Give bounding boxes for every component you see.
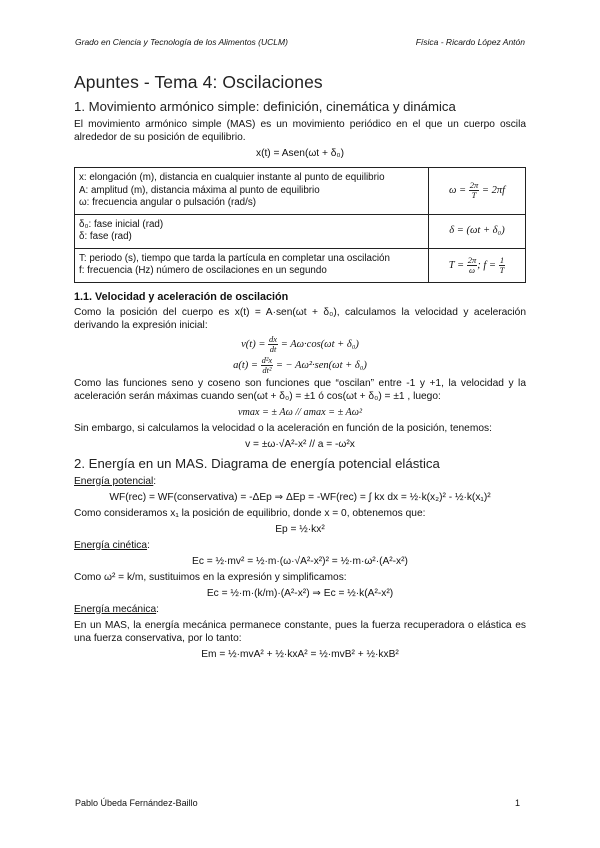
potential-energy-label: Energía potencial: bbox=[74, 475, 157, 487]
mechanical-energy-label: Energía mecánica: bbox=[74, 603, 159, 615]
acceleration-equation bbox=[74, 356, 526, 375]
kinetic-energy-label: Energía cinética: bbox=[74, 539, 150, 551]
table-cell-definitions bbox=[75, 214, 429, 248]
kinetic-energy-paragraph: Como ω² = k/m, sustituimos en la expresión y simplificamos: bbox=[74, 571, 347, 583]
table-row bbox=[75, 214, 526, 248]
table-cell-formula bbox=[429, 168, 526, 215]
fraction-denominator: T bbox=[471, 190, 477, 201]
table-row bbox=[75, 168, 526, 215]
formula-part: v(t) = bbox=[241, 338, 266, 350]
mechanical-energy-paragraph: En un MAS, la energía mecánica permanece constante, pues la fuerza recuperadora o elástica es una fuerza conservativa, por lo tanto: bbox=[74, 619, 526, 644]
formula-part: ; f = bbox=[477, 259, 496, 271]
position-function-formula: v = ±ω·√A²-x² // a = -ω²x bbox=[245, 438, 355, 450]
fraction-denominator: dt bbox=[269, 343, 277, 354]
table-cell-definitions bbox=[75, 248, 429, 282]
subsection-heading: 1.1. Velocidad y aceleración de oscilación bbox=[74, 290, 289, 303]
position-formula: x(t) = Asen(ωt + δ₀) bbox=[255, 148, 345, 159]
formula-part: T = bbox=[448, 259, 465, 271]
fraction-numerator: d²x bbox=[261, 354, 273, 365]
fraction bbox=[268, 335, 278, 354]
kinetic-energy-result: Ec = ½·m·(k/m)·(A²-x²) ⇒ Ec = ½·k(A²-x²) bbox=[206, 587, 394, 599]
max-values-formula: vmax = ± Aω // amax = ± Aω² bbox=[237, 406, 363, 418]
footer-author: Pablo Úbeda Fernández-Baillo bbox=[75, 798, 198, 808]
formula-part: ω = bbox=[448, 185, 467, 197]
mechanical-energy-title: Energía mecánica bbox=[74, 603, 157, 615]
header-author: Física - Ricardo López Antón bbox=[415, 37, 525, 47]
table-row bbox=[75, 248, 526, 282]
fraction-numerator: dx bbox=[269, 333, 278, 344]
definition-line: A: amplitud (m), distancia máxima al punto de equilibrio bbox=[79, 184, 320, 196]
definition-line: T: periodo (s), tiempo que tarda la partícula en completar una oscilación bbox=[79, 252, 390, 264]
formula-part: a(t) = bbox=[233, 359, 258, 371]
fraction-numerator: 1 bbox=[499, 254, 505, 265]
kinetic-energy-title: Energía cinética bbox=[74, 539, 148, 551]
table-cell-definitions bbox=[75, 168, 429, 215]
potential-energy-result: Ep = ½·kx² bbox=[275, 523, 325, 535]
velocity-equation bbox=[74, 335, 526, 354]
definition-line: ω: frecuencia angular o pulsación (rad/s) bbox=[79, 197, 257, 208]
definitions-table bbox=[74, 167, 526, 283]
max-values-paragraph: Como las funciones seno y coseno son funciones que “oscilan” entre -1 y +1, la velocidad y la aceleración serán máximas cuando sen(ωt + δ₀) = ±1 ó cos(ωt + δ₀) = ±1 , luego: bbox=[74, 377, 526, 402]
potential-energy-formula: WF(rec) = WF(conservativa) = -ΔEp ⇒ ΔEp = -WF(rec) = ∫ kx dx = ½·k(x₂)² - ½·k(x₁)² bbox=[109, 491, 491, 503]
definition-line: δ: fase (rad) bbox=[79, 231, 132, 242]
fraction bbox=[499, 256, 506, 275]
definition-line: δ₀: fase inicial (rad) bbox=[79, 218, 164, 230]
formula-part: = Aω·cos(ωt + δ₀) bbox=[280, 338, 359, 350]
fraction bbox=[469, 181, 480, 200]
velocity-intro: Como la posición del cuerpo es x(t) = A·sen(ωt + δ₀), calculamos la velocidad y aceleración derivando la expresión inicial: bbox=[74, 306, 526, 331]
document-body bbox=[74, 72, 526, 664]
section1-heading: 1. Movimiento armónico simple: definición, cinemática y dinámica bbox=[74, 99, 456, 114]
fraction-denominator: ω bbox=[468, 264, 475, 275]
formula-part: = 2πf bbox=[481, 185, 506, 197]
page-number: 1 bbox=[514, 798, 520, 808]
table-cell-formula bbox=[429, 248, 526, 282]
table-cell-formula bbox=[429, 214, 526, 248]
fraction bbox=[261, 356, 274, 375]
fraction-numerator: 2π bbox=[469, 180, 479, 191]
potential-energy-title: Energía potencial bbox=[74, 475, 154, 487]
fraction-denominator: dt² bbox=[262, 364, 272, 375]
formula-part: δ = (ωt + δ₀) bbox=[449, 224, 505, 236]
position-function-paragraph: Sin embargo, si calculamos la velocidad o la aceleración en función de la posición, tenemos: bbox=[74, 422, 492, 434]
kinetic-energy-formula: Ec = ½·mv² = ½·m·(ω·√A²-x²)² = ½·m·ω²·(A²-x²) bbox=[192, 555, 408, 567]
formula-part: = − Aω²·sen(ωt + δ₀) bbox=[275, 359, 367, 371]
section2-heading: 2. Energía en un MAS. Diagrama de energía potencial elástica bbox=[74, 455, 440, 471]
fraction bbox=[467, 256, 478, 275]
header-course: Grado en Ciencia y Tecnología de los Alimentos (UCLM) bbox=[75, 37, 288, 47]
page-title: Apuntes - Tema 4: Oscilaciones bbox=[74, 72, 323, 92]
fraction-denominator: T bbox=[499, 264, 505, 275]
definition-line: x: elongación (m), distancia en cualquier instante al punto de equilibrio bbox=[79, 172, 385, 183]
fraction-numerator: 2π bbox=[467, 254, 477, 265]
mechanical-energy-formula: Em = ½·mvA² + ½·kxA² = ½·mvB² + ½·kxB² bbox=[201, 648, 399, 660]
potential-energy-paragraph: Como consideramos x₁ la posición de equilibrio, donde x = 0, obtenemos que: bbox=[74, 507, 426, 519]
definition-line: f: frecuencia (Hz) número de oscilaciones en un segundo bbox=[79, 265, 327, 276]
section1-intro: El movimiento armónico simple (MAS) es un movimiento periódico en el que un cuerpo oscila alrededor de su posición de equilibrio. bbox=[74, 119, 526, 143]
